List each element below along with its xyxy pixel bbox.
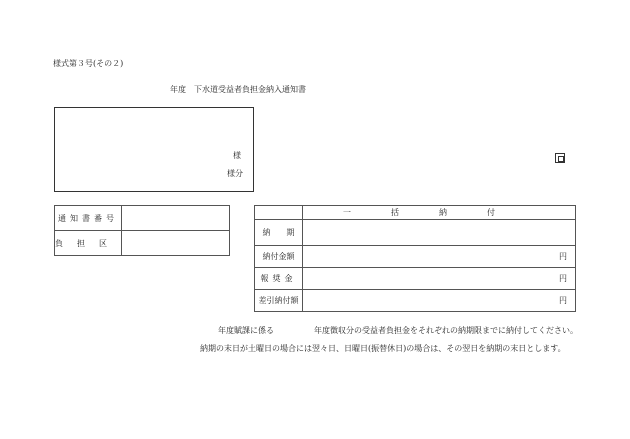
due-date-rule-note: 納期の末日が土曜日の場合には翌々日、日曜日(振替休日)の場合は、その翌日を納期の末日とします。 — [200, 344, 566, 353]
note-fiscal-year-text: 年度賦課に係る — [218, 326, 274, 335]
due-date-value — [303, 220, 576, 246]
lump-sum-payment-table — [254, 205, 576, 312]
table-row — [255, 220, 576, 246]
reward-label: 報奨金 — [255, 268, 303, 290]
seal-icon — [555, 153, 565, 163]
addressee-portion-honorific: 様分 — [227, 169, 243, 178]
table-row — [255, 246, 576, 268]
table-row — [255, 268, 576, 290]
payment-amount-value: 円 — [303, 246, 576, 268]
reward-value: 円 — [303, 268, 576, 290]
net-payment-value: 円 — [303, 290, 576, 312]
table-row — [255, 290, 576, 312]
payment-amount-label: 納付金額 — [255, 246, 303, 268]
lump-sum-header: 一括納付 — [303, 206, 576, 220]
document-title: 年度 下水道受益者負担金納入通知書 — [170, 85, 306, 94]
net-payment-label: 差引納付額 — [255, 290, 303, 312]
table-row — [55, 231, 230, 256]
addressee-honorific: 様 — [233, 151, 241, 160]
notice-number-label: 通知書番号 — [55, 206, 122, 231]
burden-district-value — [122, 231, 230, 256]
header-spacer — [255, 206, 303, 220]
due-date-label: 納 期 — [255, 220, 303, 246]
table-row — [255, 206, 576, 220]
burden-district-label: 負担区 — [55, 231, 122, 256]
payment-instruction-note — [218, 325, 578, 336]
form-number: 様式第３号(その２) — [53, 59, 124, 68]
address-box — [54, 107, 254, 192]
table-row — [55, 206, 230, 231]
notice-info-table — [54, 205, 230, 256]
note-collection-text: 年度徴収分の受益者負担金をそれぞれの納期限までに納付してください。 — [314, 326, 578, 335]
notice-number-value — [122, 206, 230, 231]
